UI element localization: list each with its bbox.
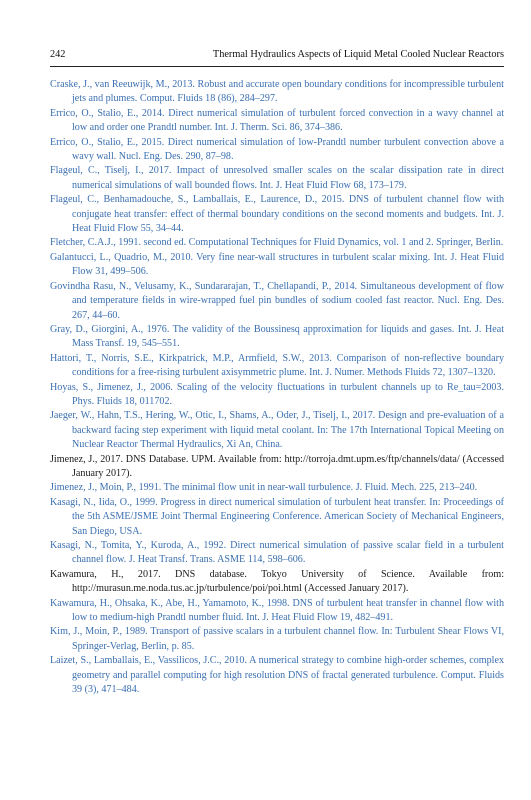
reference-item[interactable]: Kawamura, H., Ohsaka, K., Abe, H., Yamamoto, K., 1998. DNS of turbulent heat transfer in channel flow with low to medium-high Prandtl number fluid. Int. J. Heat Fluid Flow 19, 482–491. xyxy=(50,597,504,624)
running-title: Thermal Hydraulics Aspects of Liquid Metal Cooled Nuclear Reactors xyxy=(212,49,504,60)
reference-item-web[interactable]: Jimenez, J., 2017. DNS Database. UPM. Available from: http://torroja.dmt.upm.es/ftp/channels/data/ (Accessed January 2017). xyxy=(50,453,504,479)
reference-item[interactable]: Galantucci, L., Quadrio, M., 2010. Very fine near-wall structures in turbulent scalar mixing. Int. J. Heat Fluid Flow 31, 499–506. xyxy=(50,251,504,278)
reference-item[interactable]: Errico, O., Stalio, E., 2014. Direct numerical simulation of turbulent forced convection in a wavy channel at low and order one Prandtl number. Int. J. Therm. Sci. 86, 374–386. xyxy=(50,107,504,134)
reference-item[interactable]: Craske, J., van Reeuwijk, M., 2013. Robust and accurate open boundary conditions for incompressible turbulent jets and plumes. Comput. Fluids 18 (86), 284–297. xyxy=(50,79,504,105)
header-rule xyxy=(50,66,504,67)
reference-list xyxy=(50,78,504,697)
reference-item[interactable]: Hattori, T., Norris, S.E., Kirkpatrick, M.P., Armfield, S.W., 2013. Comparison of non-reflective boundary conditions for a free-rising turbulent axisymmetric plume. Int. J. Numer. Methods Fluids 72, 1307–1320. xyxy=(50,352,504,379)
reference-item[interactable]: Fletcher, C.A.J., 1991. second ed. Computational Techniques for Fluid Dynamics, vol. 1 and 2. Springer, Berlin. xyxy=(50,237,504,249)
reference-item[interactable]: Gray, D., Giorgini, A., 1976. The validity of the Boussinesq approximation for liquids and gases. Int. J. Heat Mass Transf. 19, 545–551. xyxy=(50,323,504,350)
reference-item[interactable]: Kim, J., Moin, P., 1989. Transport of passive scalars in a turbulent channel flow. In: Turbulent Shear Flows VI, Springer-Verlag, Berlin, p. 85. xyxy=(50,626,504,652)
reference-item[interactable]: Govindha Rasu, N., Velusamy, K., Sundararajan, T., Chellapandi, P., 2014. Simultaneous development of flow and temperature fields in wire-wrapped fuel pin bundles of sodium cooled fast reactor. Nucl. Eng. Des. 267, 44–60. xyxy=(50,280,504,321)
reference-item[interactable]: Flageul, C., Tiselj, I., 2017. Impact of unresolved smaller scales on the scalar dissipation rate in direct numerical simulations of wall bounded flows. Int. J. Heat Fluid Flow 68, 173–179. xyxy=(50,165,504,191)
reference-item[interactable]: Errico, O., Stalio, E., 2015. Direct numerical simulation of low-Prandtl number turbulent convection above a wavy wall. Nucl. Eng. Des. 290, 87–98. xyxy=(50,136,504,163)
reference-item[interactable]: Jaeger, W., Hahn, T.S., Hering, W., Otic, I., Shams, A., Oder, J., Tiselj, I., 2017. Design and pre-evaluation of a backward facing step experiment with liquid metal coolant. In: The 17th International Topical Meeting on Nuclear Reactor Thermal Hydraulics, Xi An, China. xyxy=(50,410,504,451)
page-number: 242 xyxy=(50,49,66,60)
reference-item-web[interactable]: Kawamura, H., 2017. DNS database. Tokyo University of Science. Available from: http://murasun.me.noda.tus.ac.jp/turbulence/poi/poi.html (Accessed January 2017). xyxy=(50,568,504,595)
reference-item[interactable]: Jimenez, J., Moin, P., 1991. The minimal flow unit in near-wall turbulence. J. Fluid. Mech. 225, 213–240. xyxy=(50,482,478,494)
reference-item[interactable]: Flageul, C., Benhamadouche, S., Lamballais, E., Laurence, D., 2015. DNS of turbulent channel flow with conjugate heat transfer: effect of thermal boundary conditions on the second moments and budgets. Int. J. Heat Fluid Flow 55, 34–44. xyxy=(50,194,504,235)
reference-item[interactable]: Kasagi, N., Tomita, Y., Kuroda, A., 1992. Direct numerical simulation of passive scalar field in a turbulent channel flow. J. Heat Transf. Trans. ASME 114, 598–606. xyxy=(50,540,504,566)
reference-item[interactable]: Hoyas, S., Jimenez, J., 2006. Scaling of the velocity fluctuations in turbulent channels up to Re_tau=2003. Phys. Fluids 18, 011702. xyxy=(50,381,504,407)
reference-item[interactable]: Kasagi, N., Iida, O., 1999. Progress in direct numerical simulation of turbulent heat transfer. In: Proceedings of the 5th ASME/JSME Joint Thermal Engineering Conference. American Society of Mechanical Engineers, San Diego, USA. xyxy=(50,496,504,537)
reference-item[interactable]: Laizet, S., Lamballais, E., Vassilicos, J.C., 2010. A numerical strategy to combine high-order schemes, complex geometry and parallel computing for high resolution DNS of fractal generated turbulence. Comput. Fluids 39 (3), 471–484. xyxy=(50,655,504,696)
